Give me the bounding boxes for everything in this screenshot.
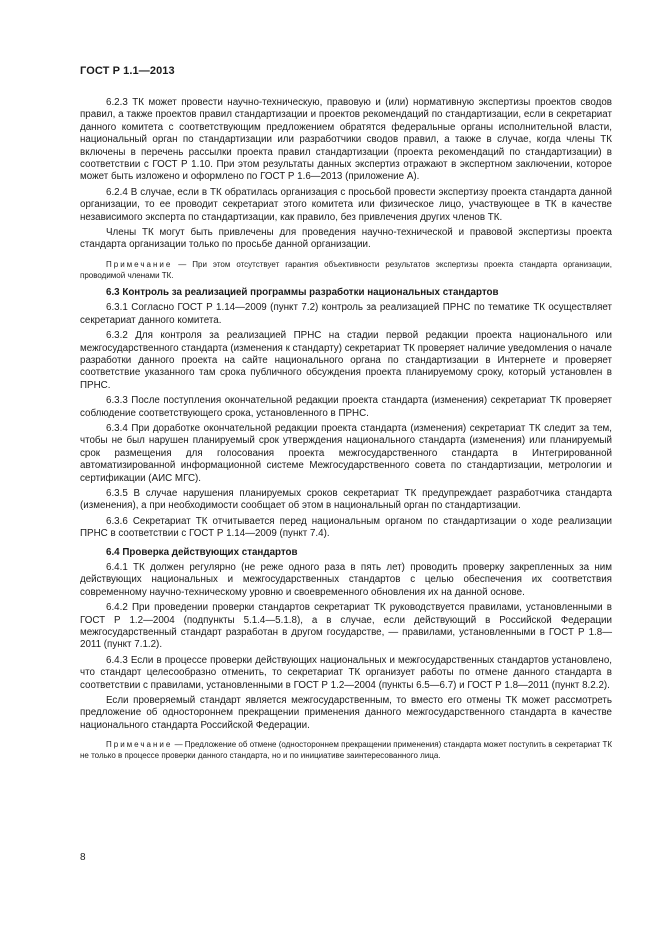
note-2 (80, 739, 612, 761)
paragraph-6-3-6: 6.3.6 Секретариат ТК отчитывается перед национальным органом по стандартизации о ходе реализации ПРНС в соответствии с ГОСТ Р 1.14—2009 (пункт 7.4). (80, 515, 612, 540)
paragraph-6-4-3: 6.4.3 Если в процессе проверки действующих национальных и межгосударственных стандартов установлено, что стандарт целесообразно отменить, то секретариат ТК организует работы по отмене данного стандарта в соответствии с правилами, установленными в ГОСТ Р 1.2—2004 (пункты 6.5—6.7) и ГОСТ Р 1.8—2011 (пункт 8.2.2). (80, 654, 612, 691)
note-1-text: — При этом отсутствует гарантия объективности результатов экспертизы проекта стандарта организации, проводимой членами ТК. (80, 259, 612, 280)
paragraph-6-3-4: 6.3.4 При доработке окончательной редакции проекта стандарта (изменения) секретариат ТК следит за тем, чтобы не был нарушен планируемый срок утверждения национального стандарта (изменения) или планируемый срок размещения для голосования проекта межгосударственного стандарта в Интегрированной автоматизированной информационной системе Межгосударственного совета по стандартизации, метрологии и сертификации (АИС МГС). (80, 422, 612, 484)
paragraph-6-4-2: 6.4.2 При проведении проверки стандартов секретариат ТК руководствуется правилами, установленными в ГОСТ Р 1.2—2004 (подпункты 5.1.4—5.1.8), а в случае, если действующий в Российской Федерации межгосударственный стандарт разработан в другом государстве, — правилами, установленными в ГОСТ Р 1.8—2011 (пункт 7.1.2). (80, 602, 612, 651)
paragraph-6-4-1: 6.4.1 ТК должен регулярно (не реже одного раза в пять лет) проводить проверку закрепленных за ним действующих национальных и межгосударственных стандартов с целью обеспечения их соответствия современному научно-техническому уровню и своевременного обновления их на данной основе. (80, 562, 612, 598)
paragraph-6-3-5: 6.3.5 В случае нарушения планируемых сроков секретариат ТК предупреждает разработчика стандарта (изменения), а при необходимости сообщает об этом в национальный орган по стандартизации. (80, 487, 612, 512)
document-header: ГОСТ Р 1.1—2013 (80, 65, 175, 77)
note-2-label: Примечание (106, 740, 173, 750)
paragraph-interstate-standard: Если проверяемый стандарт является межгосударственным, то вместо его отмены ТК может рассмотреть предложение об одностороннем прекращении применения данного межгосударственного стандарта в качестве национального стандарта Российской Федерации. (80, 695, 612, 731)
paragraph-6-3-2: 6.3.2 Для контроля за реализацией ПРНС на стадии первой редакции проекта национального или межгосударственного стандарта (изменения к стандарту) секретариат ТК проверяет наличие уведомления о начале разработки данного проекта на сайте национального органа по стандартизации в Интернете и проверяет соответствие указанного там срока публичного обсуждения проекта планируемому сроку, который установлен в ПРНС. (80, 330, 612, 391)
document-body (80, 97, 612, 767)
note-1 (80, 259, 612, 281)
page-number: 8 (80, 852, 86, 863)
paragraph-6-3-3: 6.3.3 После поступления окончательной редакции проекта стандарта (изменения) секретариат ТК проверяет соблюдение соответствующего срока, установленного в ПРНС. (80, 395, 612, 419)
section-title-6-4: 6.4 Проверка действующих стандартов (106, 546, 298, 558)
paragraph-6-2-3: 6.2.3 ТК может провести научно-техническую, правовую и (или) нормативную экспертизы проектов сводов правил, а также проектов правил стандартизации и проектов рекомендаций по стандартизации, если в секретариат данного комитета с соответствующим предложением обратятся федеральные органы исполнительной власти, национальный орган по стандартизации или разработчики сводов правил, а также в случае, когда члены ТК включены в перечень рассылки проекта правил стандартизации (проекта рекомендаций по стандартизации) в соответствии с ГОСТ Р 1.10. При этом результаты данных экспертиз отражают в экспертном заключении, которое может быть изложено и оформлено по ГОСТ Р 1.6—2013 (приложение А). (80, 97, 612, 183)
paragraph-6-3-1: 6.3.1 Согласно ГОСТ Р 1.14—2009 (пункт 7.2) контроль за реализацией ПРНС по тематике ТК осуществляет секретариат данного комитета. (80, 302, 612, 326)
section-title-6-3: 6.3 Контроль за реализацией программы разработки национальных стандартов (106, 286, 499, 298)
paragraph-tk-members: Члены ТК могут быть привлечены для проведения научно-технической и правовой экспертизы проекта стандарта организации только по просьбе данной организации. (80, 227, 612, 251)
paragraph-6-2-4: 6.2.4 В случае, если в ТК обратилась организация с просьбой провести экспертизу проекта стандарта данной организации, то ее проводит секретариат этого комитета или физическое лицо, участвующее в ТК в качестве независимого эксперта по стандартизации, как правило, без привлечения других членов ТК. (80, 186, 612, 223)
note-1-label: Примечание (106, 259, 173, 269)
note-2-text: — Предложение об отмене (одностороннем прекращении применения) стандарта может поступить в секретариат ТК не только в процессе проверки данного стандарта, но и по инициативе заинтересованного лица. (80, 740, 612, 761)
